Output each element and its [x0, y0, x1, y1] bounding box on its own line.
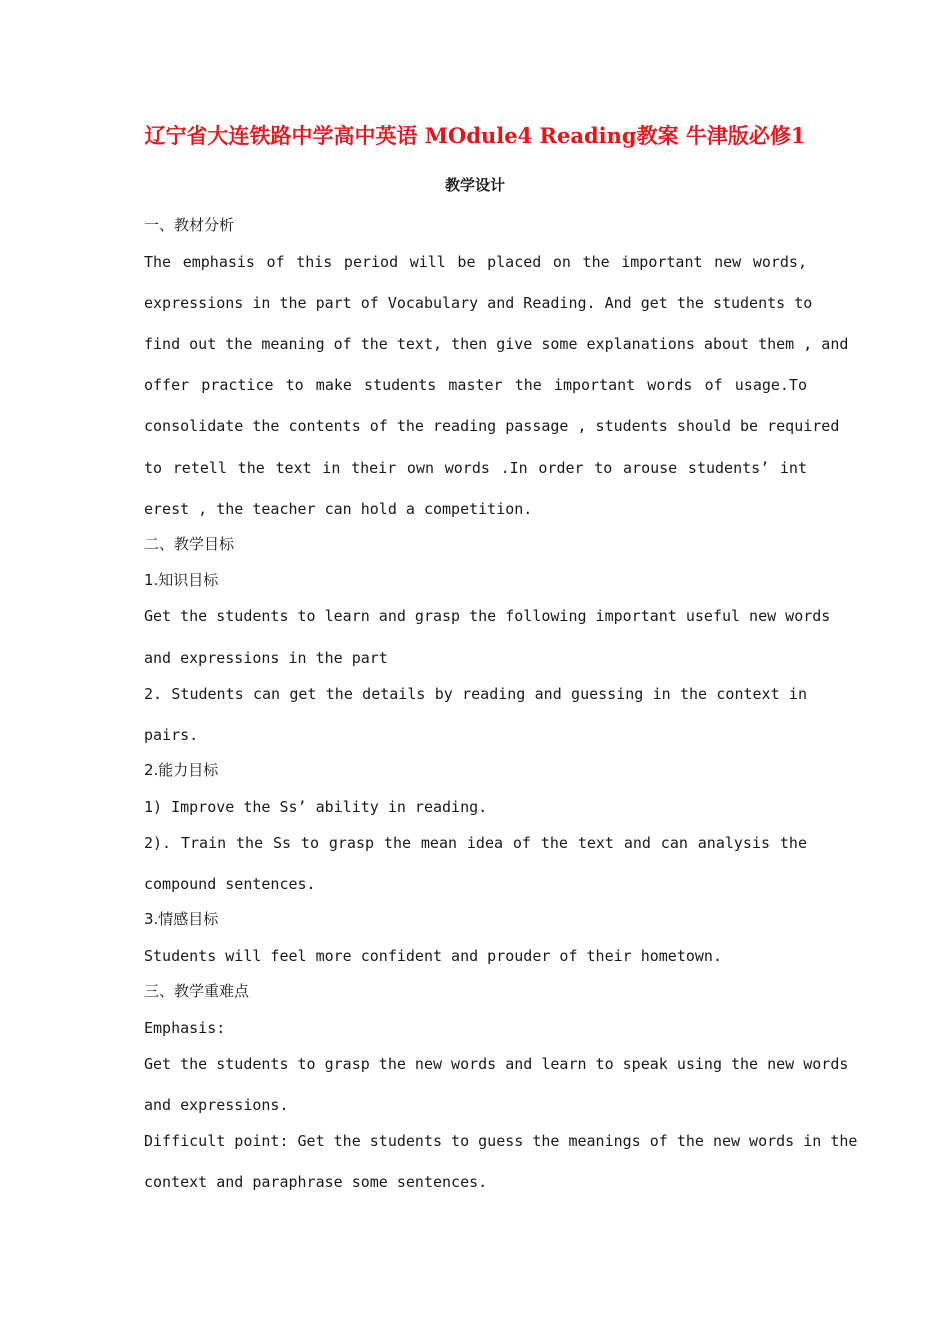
- paragraph-line: 1) Improve the Ss’ ability in reading.: [144, 798, 488, 816]
- paragraph-line: Get the students to learn and grasp the following important useful new words: [144, 607, 831, 625]
- paragraph-line: 2. Students can get the details by reading and guessing in the context in: [144, 685, 807, 703]
- paragraph-line: Emphasis:: [144, 1019, 226, 1037]
- section-heading-analysis: 一、教材分析: [144, 216, 235, 234]
- paragraph-line: erest , the teacher can hold a competition.: [144, 500, 533, 518]
- section-heading-goals: 二、教学目标: [144, 535, 235, 553]
- paragraph-line: context and paraphrase some sentences.: [144, 1173, 488, 1191]
- paragraph-line: The emphasis of this period will be placed on the important new words,: [144, 253, 807, 271]
- paragraph-line: find out the meaning of the text, then give some explanations about them , and: [144, 335, 849, 353]
- subheading-knowledge: 1.知识目标: [144, 571, 219, 589]
- paragraph-line: Students will feel more confident and prouder of their hometown.: [144, 947, 722, 965]
- paragraph-line: Difficult point: Get the students to guess the meanings of the new words in the: [144, 1132, 858, 1150]
- paragraph-line: 2). Train the Ss to grasp the mean idea of the text and can analysis the: [144, 834, 807, 852]
- paragraph-line: offer practice to make students master the important words of usage.To: [144, 376, 807, 394]
- paragraph-line: compound sentences.: [144, 875, 316, 893]
- paragraph-line: and expressions in the part: [144, 649, 388, 667]
- paragraph-line: Get the students to grasp the new words and learn to speak using the new words: [144, 1055, 849, 1073]
- paragraph-line: consolidate the contents of the reading passage , students should be required: [144, 417, 840, 435]
- paragraph-line: pairs.: [144, 726, 199, 744]
- subheading-emotion: 3.情感目标: [144, 910, 219, 928]
- paragraph-line: to retell the text in their own words .In order to arouse students’ int: [144, 459, 807, 477]
- document-title: 辽宁省大连铁路中学高中英语 MOdule4 Reading教案 牛津版必修1: [144, 123, 806, 148]
- paragraph-line: expressions in the part of Vocabulary and Reading. And get the students to: [144, 294, 813, 312]
- section-heading-key-points: 三、教学重难点: [144, 982, 250, 1000]
- paragraph-line: and expressions.: [144, 1096, 289, 1114]
- subheading-ability: 2.能力目标: [144, 761, 219, 779]
- document-subtitle: 教学设计: [444, 176, 505, 194]
